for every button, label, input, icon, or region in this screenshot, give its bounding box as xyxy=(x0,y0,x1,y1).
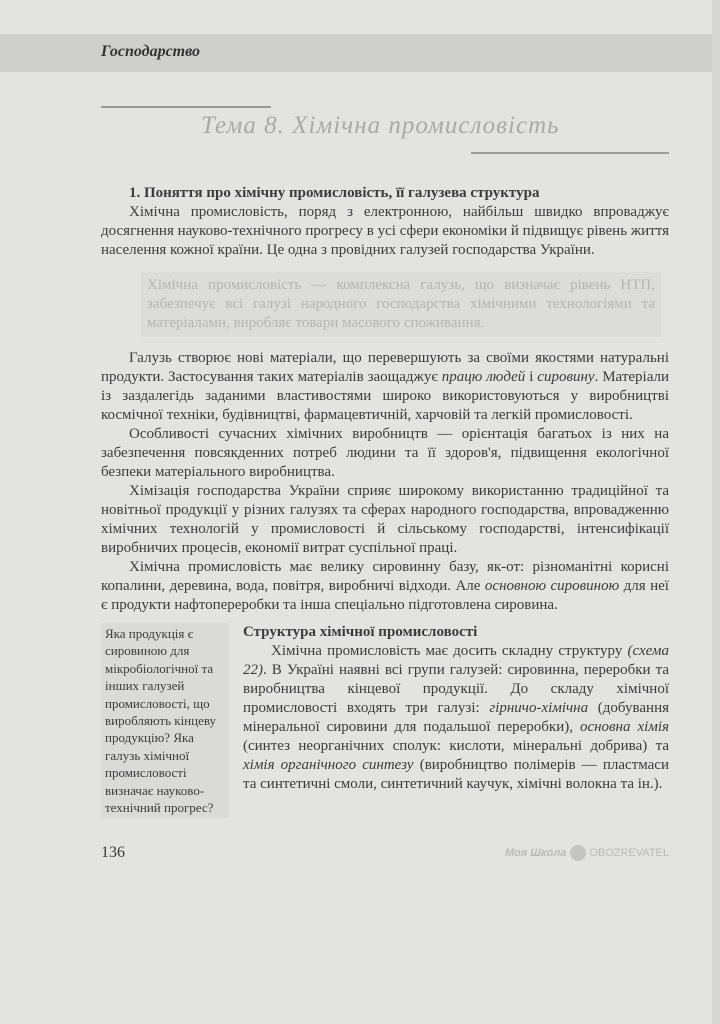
scheme-reference: (схема 22) xyxy=(243,643,669,678)
text: і xyxy=(525,369,538,385)
paragraph-materials xyxy=(101,349,669,425)
page-content xyxy=(101,100,669,862)
title-block xyxy=(101,100,669,158)
paragraph-chemization: Хімізація господарства України сприяє широкому використанню традиційної та новітньої продукції у різних галузях та сферах народного господарства, впровадженню хімічних технологій у промисловості й сільському господарстві, інтенсифікації виробничих процесів, економії витрат суспільної праці. xyxy=(101,483,669,556)
watermark-logo-icon xyxy=(570,845,586,861)
watermark-brand: OBOZREVATEL xyxy=(589,847,669,860)
text: Галузь створює нові матеріали, що перевершують за своїми якостями натуральні продукти. Застосування таких матеріалів заощаджує xyxy=(101,350,669,385)
page-edge xyxy=(712,0,720,1024)
page-footer xyxy=(101,844,669,862)
text: (добування мінеральної сировини для подальшої переробки), xyxy=(243,700,669,735)
structure-row xyxy=(101,623,669,818)
paragraph-raw-materials xyxy=(101,558,669,615)
emphasis: працю людей xyxy=(441,369,526,385)
text: . Матеріали із заздалегідь заданими властивостями широко використовуються у виробництві космічної техніки, будівництві, фармацевтичній, харчовій та легкій промисловості. xyxy=(101,369,670,423)
intro-paragraph: Хімічна промисловість, поряд з електронною, найбільш швидко впроваджує досягнення науково-технічного прогресу в усі сфери економіки й підвищує рівень життя населення кожної країни. Це одна з провідних галузей господарства України. xyxy=(101,204,669,258)
body-text xyxy=(101,349,669,615)
structure-section xyxy=(243,623,669,818)
topic-title: Тема 8. Хімічна промисловість xyxy=(201,112,560,139)
emphasis: основна хімія xyxy=(579,719,669,735)
emphasis: хімія органічного синтезу xyxy=(243,757,414,773)
text: (синтез неорганічних сполук: кислоти, мінеральні добрива) та xyxy=(243,738,669,754)
paragraph-features: Особливості сучасних хімічних виробництв — орієнтація багатьох із них на забезпечення повсякденних потреб людини та її здоров'я, підвищення екологічної безпеки матеріального виробництва. xyxy=(101,426,669,480)
definition-box: Хімічна промисловість — комплексна галузь, що визначає рівень НТП, забезпечує всі галузі народного господарства хімічними технологіями та матеріалами, виробляє товари масового споживання. xyxy=(141,272,661,337)
text: Хімічна промисловість має велику сировинну базу, як-от: різноманітні корисні копалини, деревина, вода, повітря, виробничі відходи. Але xyxy=(101,559,669,594)
watermark xyxy=(505,845,669,861)
side-question: Яка продукція є сировиною для мікробіологічної та інших галузей промисловості, що виробляють кінцеву продукцію? Яка галузь хімічної промисловості визначає науково-технічний прогрес? xyxy=(101,623,229,818)
text: . В Україні наявні всі групи галузей: сировинна, переробки та виробництва кінцевої продукції. До складу хімічної промисловості входять три галузі: xyxy=(243,662,669,716)
structure-heading: Структура хімічної промисловості xyxy=(243,624,478,640)
text: для неї є продукти нафтопереробки та інша спеціально підготовлена сировина. xyxy=(101,578,669,613)
page-number: 136 xyxy=(101,844,125,862)
text: Хімічна промисловість має досить складну структуру xyxy=(271,643,628,659)
section-heading: 1. Поняття про хімічну промисловість, її галузева структура xyxy=(129,185,540,201)
emphasis: гірничо-хімічна xyxy=(489,700,589,716)
watermark-school: Моя Школа xyxy=(504,847,567,860)
emphasis: основною сировиною xyxy=(484,578,620,594)
text: (виробництво полімерів — пластмаси та синтетичні смоли, синтетичний каучук, хімічні волокна та ін.). xyxy=(243,757,669,792)
structure-paragraph xyxy=(243,642,669,794)
title-rule-right xyxy=(471,152,669,154)
running-head: Господарство xyxy=(101,43,201,60)
title-rule-left xyxy=(101,106,271,108)
emphasis: сировину xyxy=(537,369,595,385)
intro-section xyxy=(101,184,669,260)
